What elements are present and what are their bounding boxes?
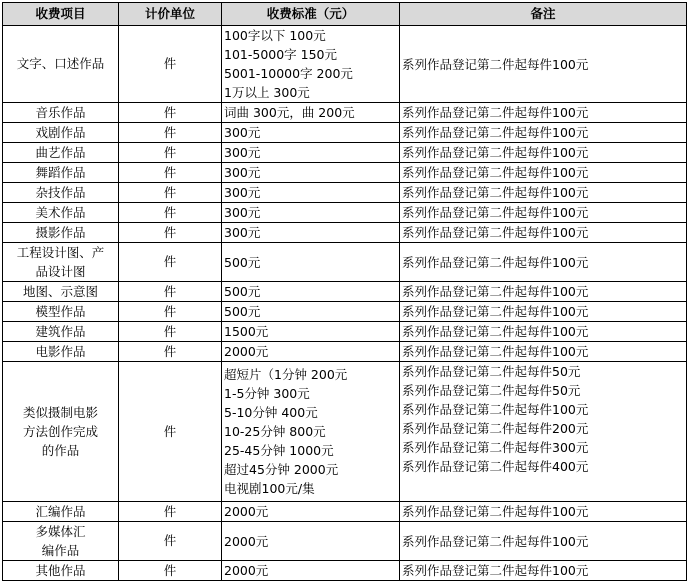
fee-line: 300元 bbox=[224, 145, 261, 160]
table-row bbox=[3, 302, 687, 322]
note-line: 系列作品登记第二件起每件100元 bbox=[402, 284, 589, 299]
table-row bbox=[3, 26, 687, 103]
item-cell bbox=[3, 322, 119, 342]
item-cell bbox=[3, 302, 119, 322]
unit-cell: 件 bbox=[119, 362, 222, 502]
item-cell bbox=[3, 103, 119, 123]
item-label: 摄影作品 bbox=[35, 224, 86, 240]
fee-line: 词曲 300元，曲 200元 bbox=[224, 105, 355, 120]
unit-cell: 件 bbox=[119, 183, 222, 203]
note-cell bbox=[400, 502, 687, 522]
note-line: 系列作品登记第二件起每件100元 bbox=[402, 56, 589, 72]
note-cell bbox=[400, 123, 687, 143]
fee-cell bbox=[222, 143, 400, 163]
unit-cell: 件 bbox=[119, 223, 222, 243]
item-label: 文字、口述作品 bbox=[16, 56, 105, 71]
note-line: 系列作品登记第二件起每件100元 bbox=[402, 304, 589, 319]
item-cell bbox=[3, 143, 119, 163]
note-line: 系列作品登记第二件起每件100元 bbox=[402, 402, 589, 417]
item-label: 模型作品 bbox=[35, 303, 86, 319]
unit-cell: 件 bbox=[119, 26, 222, 103]
fee-cell bbox=[222, 502, 400, 522]
fee-line: 10-25分钟 800元 bbox=[224, 424, 326, 439]
item-label: 其他作品 bbox=[35, 562, 86, 578]
fee-cell bbox=[222, 302, 400, 322]
unit-cell: 件 bbox=[119, 163, 222, 183]
table-row bbox=[3, 103, 687, 123]
fee-cell bbox=[222, 223, 400, 243]
fee-line: 25-45分钟 1000元 bbox=[224, 443, 334, 458]
unit-cell: 件 bbox=[119, 561, 222, 581]
note-line: 系列作品登记第二件起每件400元 bbox=[402, 459, 589, 474]
item-cell bbox=[3, 223, 119, 243]
note-cell bbox=[400, 302, 687, 322]
item-label: 美术作品 bbox=[35, 204, 86, 220]
table-row bbox=[3, 163, 687, 183]
item-label: 电影作品 bbox=[35, 343, 86, 359]
fee-cell bbox=[222, 282, 400, 302]
fee-line: 1500元 bbox=[224, 324, 269, 339]
item-label: 曲艺作品 bbox=[35, 144, 86, 160]
table-row bbox=[3, 502, 687, 522]
note-cell bbox=[400, 243, 687, 282]
item-label: 戏剧作品 bbox=[35, 124, 86, 140]
unit-cell: 件 bbox=[119, 143, 222, 163]
unit-cell: 件 bbox=[119, 123, 222, 143]
note-cell bbox=[400, 522, 687, 561]
fee-line: 100字以下 100元 bbox=[224, 28, 326, 43]
note-cell bbox=[400, 223, 687, 243]
item-label: 多媒体汇编作品 bbox=[35, 524, 86, 558]
item-cell bbox=[3, 203, 119, 223]
unit-cell: 件 bbox=[119, 243, 222, 282]
item-label: 类似摄制电影方法创作完成的作品 bbox=[22, 405, 98, 458]
fee-cell bbox=[222, 322, 400, 342]
note-cell bbox=[400, 322, 687, 342]
unit-cell: 件 bbox=[119, 522, 222, 561]
item-label: 工程设计图、产品设计图 bbox=[16, 245, 105, 279]
header-unit: 计价单位 bbox=[119, 3, 222, 26]
table-row bbox=[3, 282, 687, 302]
fee-line: 500元 bbox=[224, 284, 261, 299]
fee-line: 超短片（1分钟 200元 bbox=[224, 367, 348, 382]
header-item: 收费项目 bbox=[3, 3, 119, 26]
fee-line: 300元 bbox=[224, 185, 261, 200]
item-cell bbox=[3, 243, 119, 282]
header-fee: 收费标准（元） bbox=[222, 3, 400, 26]
fee-cell bbox=[222, 203, 400, 223]
unit-cell: 件 bbox=[119, 302, 222, 322]
fee-cell bbox=[222, 163, 400, 183]
table-row bbox=[3, 143, 687, 163]
fee-cell bbox=[222, 561, 400, 581]
item-label: 汇编作品 bbox=[35, 503, 86, 519]
fee-line: 电视剧100元/集 bbox=[224, 481, 315, 496]
item-cell bbox=[3, 123, 119, 143]
fee-cell bbox=[222, 522, 400, 561]
note-cell bbox=[400, 362, 687, 502]
table-row bbox=[3, 243, 687, 282]
item-cell bbox=[3, 561, 119, 581]
note-line: 系列作品登记第二件起每件100元 bbox=[402, 145, 589, 160]
table-row bbox=[3, 522, 687, 561]
note-line: 系列作品登记第二件起每件100元 bbox=[402, 504, 589, 519]
note-cell bbox=[400, 183, 687, 203]
fee-line: 5001-10000字 200元 bbox=[224, 66, 353, 81]
fee-line: 1-5分钟 300元 bbox=[224, 386, 310, 401]
fee-cell bbox=[222, 183, 400, 203]
table-header bbox=[3, 3, 687, 26]
unit-cell: 件 bbox=[119, 203, 222, 223]
unit-cell: 件 bbox=[119, 342, 222, 362]
fee-cell bbox=[222, 362, 400, 502]
note-cell bbox=[400, 103, 687, 123]
note-cell bbox=[400, 282, 687, 302]
note-line: 系列作品登记第二件起每件200元 bbox=[402, 421, 589, 436]
note-line: 系列作品登记第二件起每件100元 bbox=[402, 205, 589, 220]
unit-cell: 件 bbox=[119, 502, 222, 522]
fee-line: 300元 bbox=[224, 225, 261, 240]
note-line: 系列作品登记第二件起每件100元 bbox=[402, 563, 589, 578]
note-line: 系列作品登记第二件起每件100元 bbox=[402, 185, 589, 200]
item-cell bbox=[3, 362, 119, 502]
item-cell bbox=[3, 163, 119, 183]
item-cell bbox=[3, 342, 119, 362]
note-cell bbox=[400, 203, 687, 223]
note-line: 系列作品登记第二件起每件100元 bbox=[402, 105, 589, 120]
note-cell bbox=[400, 26, 687, 103]
item-label: 舞蹈作品 bbox=[35, 164, 86, 180]
table-row bbox=[3, 561, 687, 581]
fee-line: 500元 bbox=[224, 254, 261, 270]
note-cell bbox=[400, 163, 687, 183]
note-line: 系列作品登记第二件起每件100元 bbox=[402, 165, 589, 180]
note-cell bbox=[400, 143, 687, 163]
note-line: 系列作品登记第二件起每件100元 bbox=[402, 324, 589, 339]
item-label: 地图、示意图 bbox=[22, 283, 98, 299]
item-label: 杂技作品 bbox=[35, 184, 86, 200]
fee-line: 300元 bbox=[224, 165, 261, 180]
note-line: 系列作品登记第二件起每件50元 bbox=[402, 364, 581, 379]
table-row bbox=[3, 123, 687, 143]
item-cell bbox=[3, 522, 119, 561]
table-row bbox=[3, 322, 687, 342]
note-line: 系列作品登记第二件起每件300元 bbox=[402, 440, 589, 455]
table-body bbox=[3, 26, 687, 581]
item-cell bbox=[3, 26, 119, 103]
item-cell bbox=[3, 282, 119, 302]
item-label: 建筑作品 bbox=[35, 323, 86, 339]
fee-line: 5-10分钟 400元 bbox=[224, 405, 318, 420]
fee-cell bbox=[222, 103, 400, 123]
table-row bbox=[3, 203, 687, 223]
note-line: 系列作品登记第二件起每件100元 bbox=[402, 533, 589, 549]
fee-line: 300元 bbox=[224, 205, 261, 220]
fee-line: 101-5000字 150元 bbox=[224, 47, 338, 62]
unit-cell: 件 bbox=[119, 282, 222, 302]
note-cell bbox=[400, 561, 687, 581]
note-line: 系列作品登记第二件起每件50元 bbox=[402, 383, 581, 398]
table-row bbox=[3, 342, 687, 362]
item-cell bbox=[3, 183, 119, 203]
fee-cell bbox=[222, 243, 400, 282]
table-row bbox=[3, 362, 687, 502]
fee-line: 2000元 bbox=[224, 504, 269, 519]
fee-cell bbox=[222, 123, 400, 143]
fee-line: 2000元 bbox=[224, 533, 269, 549]
table-row bbox=[3, 223, 687, 243]
fee-cell bbox=[222, 342, 400, 362]
note-line: 系列作品登记第二件起每件100元 bbox=[402, 225, 589, 240]
fee-cell bbox=[222, 26, 400, 103]
note-line: 系列作品登记第二件起每件100元 bbox=[402, 344, 589, 359]
unit-cell: 件 bbox=[119, 103, 222, 123]
fee-line: 1万以上 300元 bbox=[224, 85, 310, 100]
table-row bbox=[3, 183, 687, 203]
fee-table bbox=[2, 2, 687, 581]
fee-line: 2000元 bbox=[224, 563, 269, 578]
fee-line: 2000元 bbox=[224, 344, 269, 359]
header-note: 备注 bbox=[400, 3, 687, 26]
note-line: 系列作品登记第二件起每件100元 bbox=[402, 254, 589, 270]
header-row bbox=[3, 3, 687, 26]
note-line: 系列作品登记第二件起每件100元 bbox=[402, 125, 589, 140]
fee-line: 300元 bbox=[224, 125, 261, 140]
fee-line: 超过45分钟 2000元 bbox=[224, 462, 339, 477]
unit-cell: 件 bbox=[119, 322, 222, 342]
item-label: 音乐作品 bbox=[35, 104, 86, 120]
fee-line: 500元 bbox=[224, 304, 261, 319]
note-cell bbox=[400, 342, 687, 362]
item-cell bbox=[3, 502, 119, 522]
